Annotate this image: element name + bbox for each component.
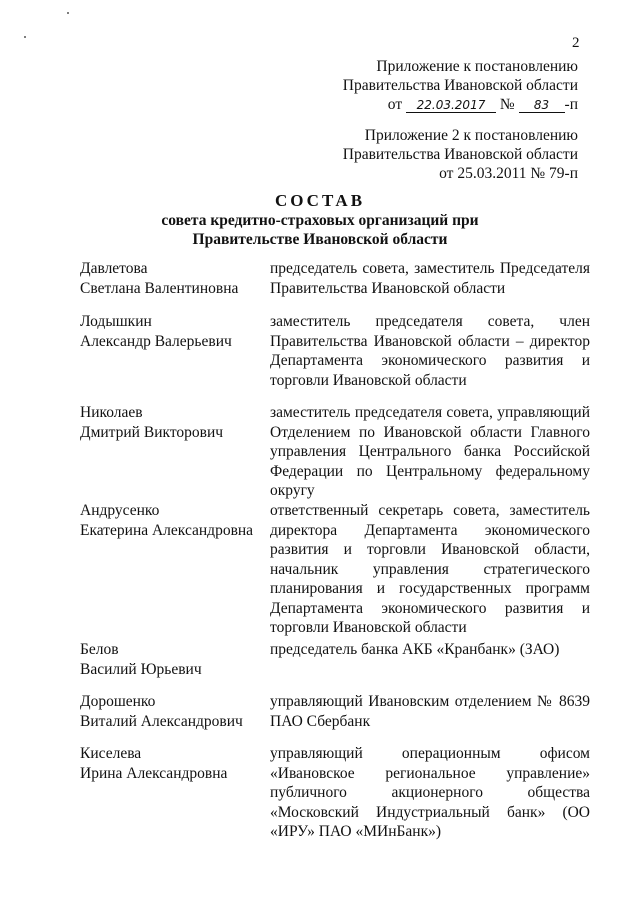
scan-speck (24, 36, 26, 38)
member-role: председатель совета, заместитель Председателя Правительства Ивановской области (270, 260, 590, 297)
member-given-names: Екатерина Александровна (80, 521, 254, 539)
member-role: заместитель председателя совета, управляющий Отделением по Ивановской области Главного управления Центрального банка Российской Федерации по Центральному федеральному округу (270, 404, 590, 499)
member-surname: Белов (80, 641, 119, 658)
member-given-names: Ирина Александровна (80, 764, 228, 782)
document-title: СОСТАВ (274, 191, 366, 210)
member-name (80, 692, 270, 731)
from-label: от (387, 96, 403, 113)
member-given-names: Дмитрий Викторович (80, 423, 224, 441)
appendix-current (343, 57, 578, 114)
member-name (80, 312, 270, 351)
member-role: управляющий операционным офисом «Ивановское региональное управление» публичного акционерного общества «Московский Индустриальный банк» (ОО «ИРУ» ПАО «МИнБанк») (270, 745, 590, 840)
member-name (80, 501, 270, 540)
appendix-current-date-line (343, 95, 578, 114)
member-surname: Лодышкин (80, 313, 152, 330)
member-given-names: Светлана Валентиновна (80, 279, 239, 297)
member-surname: Давлетова (80, 260, 148, 277)
appendix-current-line1: Приложение к постановлению (376, 58, 578, 75)
document-subtitle: совета кредитно-страховых организаций при Правительстве Ивановской области (161, 212, 479, 248)
member-name (80, 640, 270, 679)
member-given-names: Виталий Александрович (80, 712, 243, 730)
member-surname: Андрусенко (80, 502, 160, 519)
handwritten-number: 83 (519, 98, 565, 113)
member-given-names: Василий Юрьевич (80, 660, 202, 678)
member-name (80, 744, 270, 783)
member-surname: Киселева (80, 745, 142, 762)
appendix-current-line2: Правительства Ивановской области (342, 77, 578, 94)
member-role: управляющий Ивановским отделением № 8639 ПАО Сбербанк (270, 693, 590, 730)
member-name (80, 403, 270, 442)
member-role: заместитель председателя совета, член Правительства Ивановской области – директор Департамента экономического развития и торговли Ивановской области (270, 313, 590, 389)
member-role: ответственный секретарь совета, заместитель директора Департамента экономического развития и торговли Ивановской области, начальник управления стратегического планирования и государственных программ Департамента экономического развития и торговли Ивановской области (270, 502, 590, 636)
scan-speck (67, 12, 69, 14)
number-label: № (499, 96, 515, 113)
member-name (80, 259, 270, 298)
appendix-original (343, 126, 578, 183)
page-number: 2 (572, 35, 580, 51)
member-given-names: Александр Валерьевич (80, 332, 232, 350)
member-role: председатель банка АКБ «Кранбанк» (ЗАО) (270, 641, 560, 658)
appendix-original-line1: Приложение 2 к постановлению (364, 127, 578, 144)
appendix-original-line2: Правительства Ивановской области (342, 146, 578, 163)
handwritten-date: 22.03.2017 (406, 98, 496, 113)
number-suffix: -п (564, 96, 578, 113)
member-surname: Николаев (80, 404, 143, 421)
member-surname: Дорошенко (80, 693, 156, 710)
appendix-original-line3: от 25.03.2011 № 79-п (439, 165, 578, 182)
